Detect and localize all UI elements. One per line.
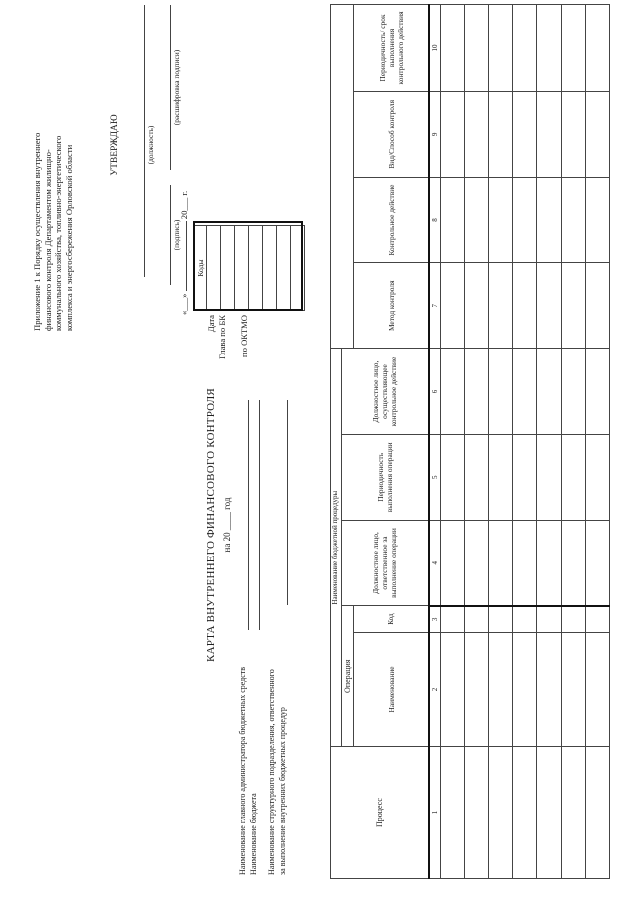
col-number: 5	[429, 434, 440, 520]
admin-label: Наименование главного администратора бюджетных средств	[238, 666, 247, 875]
table-row	[585, 5, 609, 879]
header-process: Процесс	[331, 747, 430, 879]
header-control-method: Метод контроля	[354, 263, 430, 349]
signature-caption: (подпись)	[172, 219, 181, 251]
table-row	[464, 5, 488, 879]
position-line	[144, 5, 145, 277]
col-number: 1	[429, 747, 440, 879]
unit-label-line: Наименование структурного подразделения, ответственного	[267, 669, 276, 875]
decoding-caption: (расшифровка подписи)	[172, 49, 181, 126]
approval-title: УТВЕРЖДАЮ	[110, 114, 120, 176]
table-row	[489, 5, 513, 879]
unit-label-line: за выполнение внутренних бюджетных процедур	[277, 707, 287, 875]
col-number: 7	[429, 263, 440, 349]
appendix-block	[32, 1, 74, 331]
unit-label	[267, 605, 288, 875]
position-caption: (должность)	[146, 125, 155, 165]
header-control-action: Контрольное действие	[354, 177, 430, 263]
budget-label: Наименование бюджета	[249, 793, 258, 875]
codes-label-bk: Глава по БК	[216, 315, 227, 360]
table-row	[440, 5, 464, 879]
header-control-period: Периодичность/ срок выполнения контрольного действия	[354, 5, 430, 92]
col-number: 6	[429, 349, 440, 435]
header-operation: Операция	[341, 606, 354, 747]
signature-line	[170, 185, 171, 285]
date-line	[178, 115, 190, 315]
admin-line	[248, 400, 249, 630]
codes-frame	[193, 221, 303, 311]
date-day: «___»	[179, 293, 189, 315]
page-title: КАРТА ВНУТРЕННЕГО ФИНАНСОВОГО КОНТРОЛЯ	[205, 388, 217, 662]
header-blank	[331, 5, 354, 349]
table-row	[561, 5, 585, 879]
appendix-line: комплекса и энергосбережения Орловской области	[63, 144, 74, 331]
table-row	[513, 5, 537, 879]
unit-line	[287, 400, 288, 605]
date-year: 20___ г.	[179, 190, 189, 220]
decoding-line	[170, 5, 171, 170]
col-number: 3	[429, 606, 440, 632]
col-number: 4	[429, 520, 440, 606]
col-number: 10	[429, 5, 440, 92]
codes-label-date: Дата	[206, 315, 216, 333]
codes-label-oktmo: по ОКТМО	[239, 315, 249, 357]
col-number: 9	[429, 91, 440, 177]
header-control-type: Вид/Способ контроля	[354, 91, 430, 177]
appendix-line: коммунального хозяйства, топливно-энергетического	[53, 135, 63, 331]
header-control-person: Должностное лицо, осуществляющее контрольное действие	[341, 349, 429, 435]
appendix-line: финансового контроля Департаментом жилищно-	[42, 149, 53, 331]
budget-line	[259, 400, 260, 630]
header-op-code: Код	[354, 606, 430, 632]
header-responsible-op: Должностное лицо, ответственное за выполнение операции	[341, 520, 429, 606]
appendix-line: Приложение 1 к Порядку осуществления внутреннего	[32, 132, 42, 331]
header-procedure: Наименование бюджетной процедуры	[331, 349, 342, 747]
header-op-name: Наименование	[354, 632, 430, 746]
col-number: 2	[429, 632, 440, 746]
page-period: на 20 ____ год	[222, 497, 232, 553]
control-table	[330, 4, 610, 879]
header-periodicity-op: Периодичность выполнения операции	[341, 434, 429, 520]
table-row	[537, 5, 561, 879]
codes-header: Коды	[194, 226, 207, 311]
col-number: 8	[429, 177, 440, 263]
